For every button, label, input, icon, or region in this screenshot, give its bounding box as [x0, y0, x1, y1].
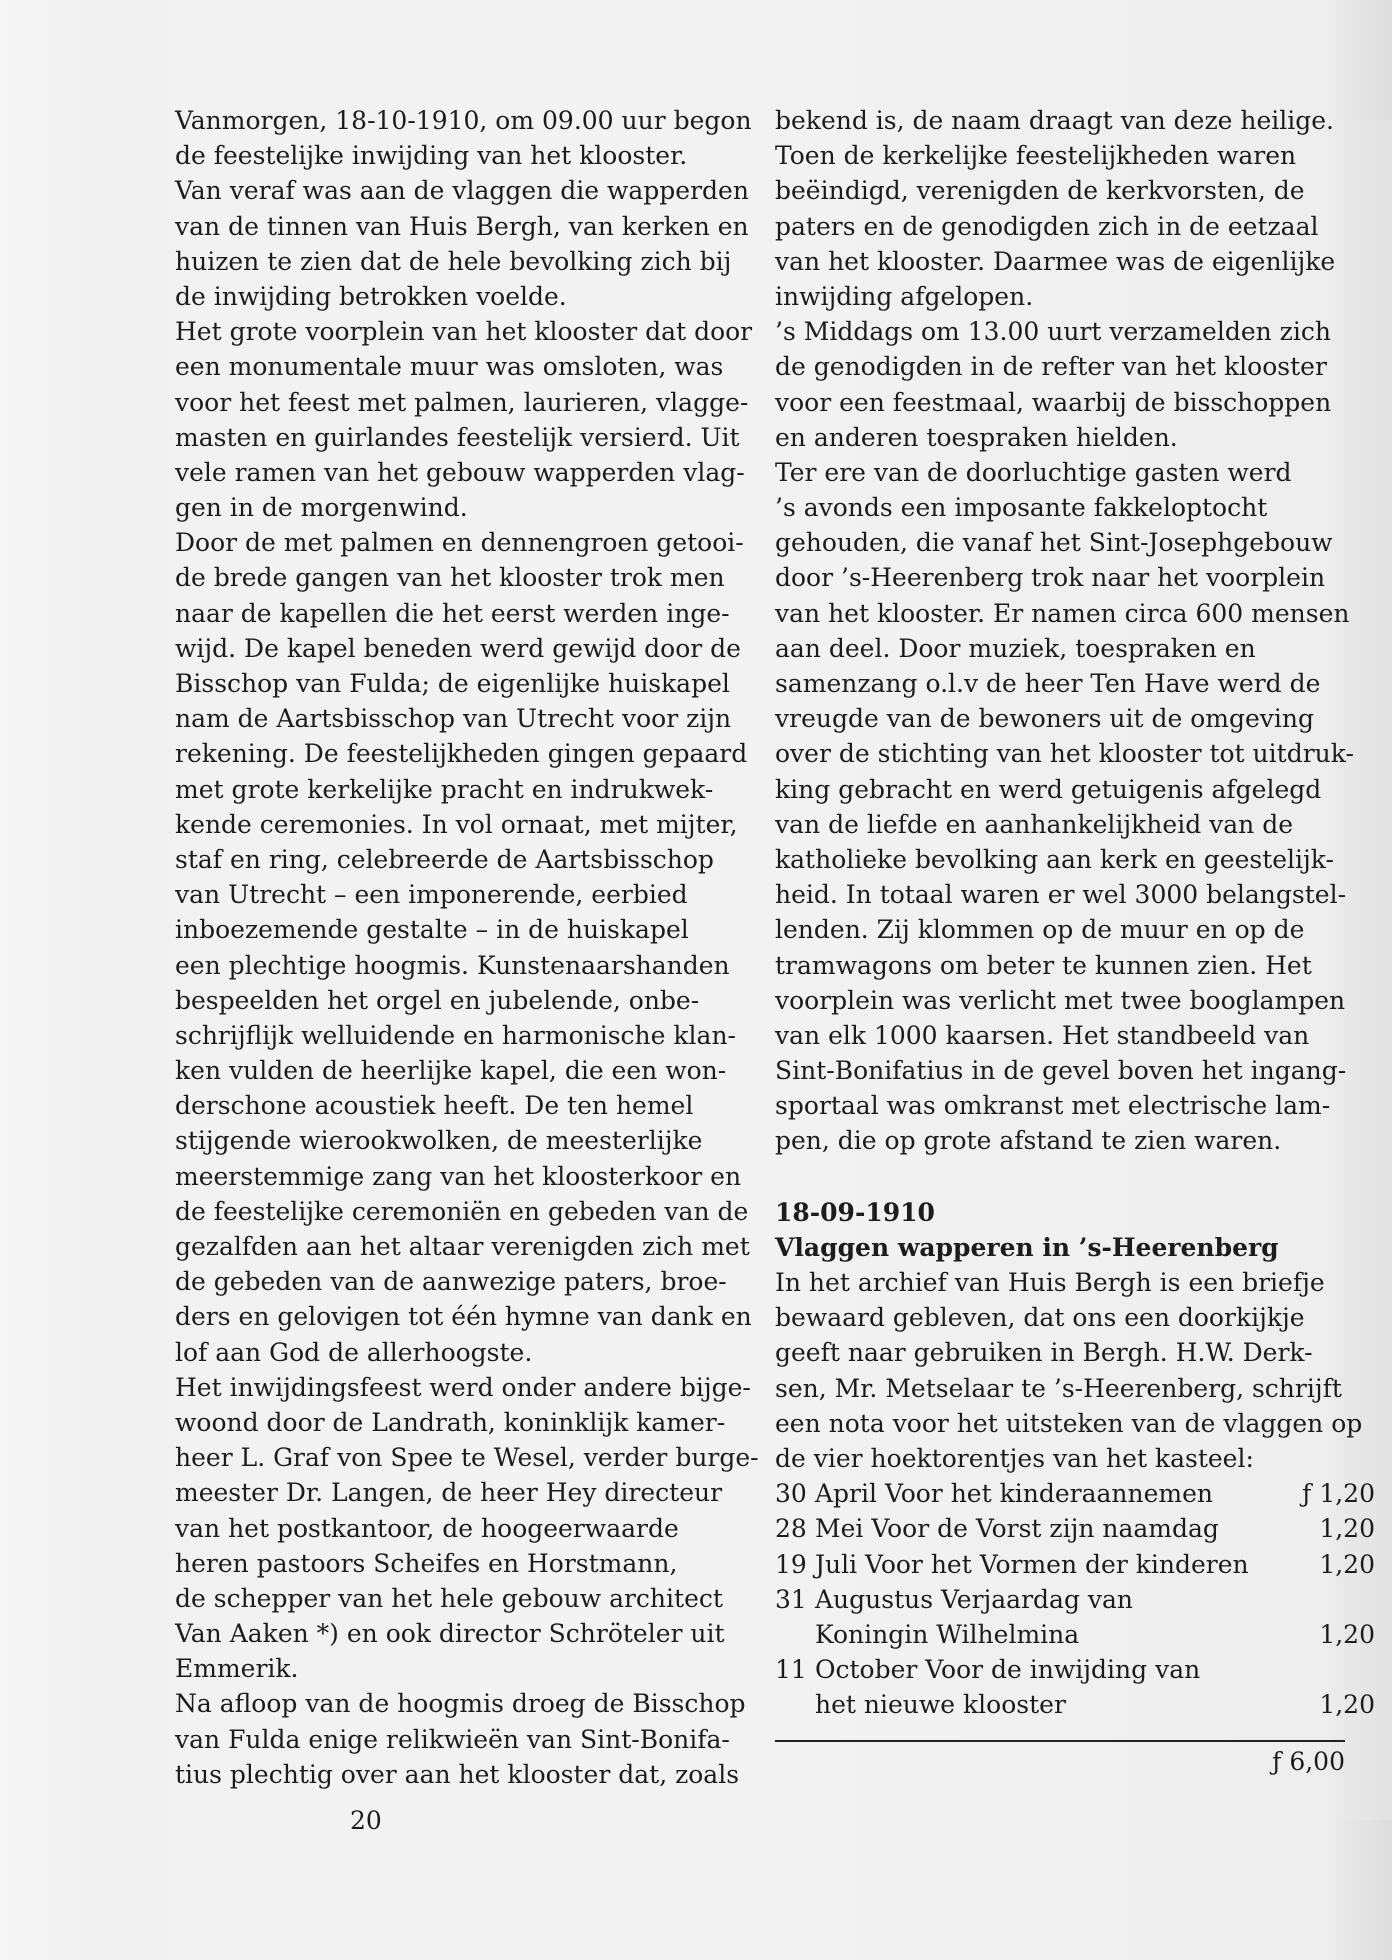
body-text-line: ken vulden de heerlijke kapel, die een won-	[175, 1056, 727, 1086]
body-text-line: de brede gangen van het klooster trok men	[175, 563, 725, 593]
body-text-line: inwijding afgelopen.	[775, 281, 1034, 311]
ledger-description: Juli Voor het Vormen der kinderen	[815, 1549, 1249, 1579]
body-text-line: lenden. Zij klommen op de muur en op de	[775, 915, 1305, 945]
ledger-row	[775, 1687, 1375, 1722]
section-heading: Vlaggen wapperen in ’s-Heerenberg	[775, 1232, 1279, 1262]
ledger-day: 31	[775, 1584, 807, 1614]
body-text-line: naar de kapellen die het eerst werden inge-	[175, 598, 730, 628]
right-paragraphs	[775, 103, 1375, 1159]
body-text-line: voor een feestmaal, waarbij de bisschoppen	[775, 387, 1332, 417]
right-text-column	[775, 103, 1375, 1780]
body-text-line: meester Dr. Langen, de heer Hey directeur	[175, 1478, 723, 1508]
section-text-line: geeft naar gebruiken in Bergh. H.W. Derk-	[775, 1338, 1313, 1368]
section-body	[775, 1265, 1375, 1476]
body-text-line: van het postkantoor, de hoogeerwaarde	[175, 1513, 679, 1543]
ledger-description: Augustus Verjaardag van	[815, 1584, 1134, 1614]
body-text-line: beëindigd, verenigden de kerkvorsten, de	[775, 176, 1305, 206]
section-date: 18-09-1910	[775, 1197, 935, 1227]
body-text-line: de gebeden van de aanwezige paters, broe-	[175, 1267, 727, 1297]
body-text-line: heid. In totaal waren er wel 3000 belangstel-	[775, 880, 1347, 910]
body-text-line: staf en ring, celebreerde de Aartsbisschop	[175, 844, 714, 874]
body-text-line: met grote kerkelijke pracht en indrukwek-	[175, 774, 714, 804]
body-text-line: vreugde van de bewoners uit de omgeving	[775, 704, 1315, 734]
ledger-description: het nieuwe klooster	[815, 1690, 1066, 1720]
ledger-amount: ƒ 1,20	[1302, 1479, 1375, 1509]
body-text-line: Toen de kerkelijke feestelijkheden waren	[775, 141, 1297, 171]
body-text-line: en anderen toespraken hielden.	[775, 422, 1178, 452]
body-text-line: bekend is, de naam draagt van deze heilige.	[775, 106, 1334, 135]
body-text-line: de feestelijke ceremoniën en gebeden van de	[175, 1196, 749, 1226]
left-text-column	[175, 103, 759, 1792]
body-text-line: voorplein was verlicht met twee booglampen	[775, 985, 1346, 1015]
body-text-line: de schepper van het hele gebouw architect	[175, 1583, 723, 1613]
section-text-line: bewaard gebleven, dat ons een doorkijkje	[775, 1303, 1305, 1333]
ledger-amount	[1275, 1582, 1375, 1617]
body-text-line: schrijflijk welluidende en harmonische klan-	[175, 1020, 736, 1050]
body-text-line: Bisschop van Fulda; de eigenlijke huiskapel	[175, 669, 730, 698]
ledger-description: Mei Voor de Vorst zijn naamdag	[815, 1514, 1219, 1544]
body-text-line: meerstemmige zang van het kloosterkoor en	[175, 1161, 742, 1191]
body-text-line: voor het feest met palmen, laurieren, vlagge-	[175, 387, 749, 417]
ledger-description: October Voor de inwijding van	[815, 1655, 1201, 1685]
body-text-line: Sint-Bonifatius in de gevel boven het ingang-	[775, 1056, 1347, 1086]
ledger-total: ƒ 6,00	[1272, 1747, 1345, 1777]
body-text-line: ’s avonds een imposante fakkeloptocht	[775, 493, 1268, 523]
body-text-line: van het klooster. Er namen circa 600 mensen	[775, 598, 1350, 628]
body-text-line: de genodigden in de refter van het klooster	[775, 352, 1327, 382]
body-text-line: Het inwijdingsfeest werd onder andere bijge-	[175, 1372, 751, 1402]
section-text-line: de vier hoektorentjes van het kasteel:	[775, 1443, 1254, 1473]
body-text-line: katholieke bevolking aan kerk en geestelijk-	[775, 844, 1334, 874]
body-text-line: gehouden, die vanaf het Sint-Josephgebouw	[775, 528, 1333, 558]
body-text-line: paters en de genodigden zich in de eetzaal	[775, 211, 1319, 241]
body-text-line: van de liefde en aanhankelijkheid van de	[775, 809, 1294, 839]
body-text-line: Het grote voorplein van het klooster dat door	[175, 317, 753, 347]
body-text-line: een plechtige hoogmis. Kunstenaarshanden	[175, 950, 730, 980]
body-text-line: een monumentale muur was omsloten, was	[175, 352, 724, 382]
body-text-line: huizen te zien dat de hele bevolking zich bij	[175, 246, 732, 276]
body-text-line: gen in de morgenwind.	[175, 493, 468, 523]
body-text-line: samenzang o.l.v de heer Ten Have werd de	[775, 669, 1321, 698]
body-text-line: aan deel. Door muziek, toespraken en	[775, 633, 1256, 663]
body-text-line: stijgende wierookwolken, de meesterlijke	[175, 1126, 703, 1156]
body-text-line: derschone acoustiek heeft. De ten hemel	[175, 1091, 694, 1121]
body-text-line: van elk 1000 kaarsen. Het standbeeld van	[775, 1020, 1310, 1050]
body-text-line: woond door de Landrath, koninklijk kamer-	[175, 1407, 726, 1437]
ledger-day: 19	[775, 1549, 807, 1579]
page-number: 20	[350, 1806, 382, 1835]
ledger-row	[775, 1476, 1375, 1511]
body-text-line: rekening. De feestelijkheden gingen gepaard	[175, 739, 748, 769]
body-text-line: gezalfden aan het altaar verenigden zich met	[175, 1232, 750, 1261]
body-text-line: pen, die op grote afstand te zien waren.	[775, 1126, 1282, 1156]
body-text-line: tramwagons om beter te kunnen zien. Het	[775, 950, 1312, 980]
section-spacer	[775, 1159, 1375, 1195]
body-text-line: van Fulda enige relikwieën van Sint-Bonifa-	[175, 1724, 730, 1754]
body-text-line: van Utrecht – een imponerende, eerbied	[175, 880, 688, 910]
body-text-line: Van Aaken *) en ook director Schröteler uit	[175, 1619, 725, 1649]
body-text-line: Van veraf was aan de vlaggen die wapperden	[175, 176, 749, 206]
body-text-line: de feestelijke inwijding van het klooster.	[175, 141, 688, 171]
ledger-description: April Voor het kinderaannemen	[815, 1479, 1213, 1509]
ledger-amount: 1,20	[1319, 1549, 1375, 1579]
ledger-day	[775, 1617, 815, 1652]
section-text-line: In het archief van Huis Bergh is een briefje	[775, 1268, 1325, 1297]
body-text-line: de inwijding betrokken voelde.	[175, 281, 567, 311]
section-text-line: sen, Mr. Metselaar te ’s-Heerenberg, schrijft	[775, 1373, 1342, 1403]
body-text-line: bespeelden het orgel en jubelende, onbe-	[175, 985, 700, 1015]
body-text-line: king gebracht en werd getuigenis afgelegd	[775, 774, 1322, 804]
body-text-line: wijd. De kapel beneden werd gewijd door de	[175, 633, 741, 663]
body-text-line: tius plechtig over aan het klooster dat, zoals	[175, 1759, 740, 1789]
body-text-line: door ’s-Heerenberg trok naar het voorplein	[775, 563, 1326, 593]
ledger-day	[775, 1687, 815, 1722]
ledger-day: 30	[775, 1479, 807, 1509]
body-text-line: heren pastoors Scheifes en Horstmann,	[175, 1548, 678, 1578]
body-text-line: kende ceremonies. In vol ornaat, met mijter,	[175, 809, 738, 839]
ledger-row	[775, 1617, 1375, 1652]
body-text-line: inboezemende gestalte – in de huiskapel	[175, 915, 689, 945]
section-text-line: een nota voor het uitsteken van de vlaggen op	[775, 1408, 1363, 1438]
body-text-line: nam de Aartsbisschop van Utrecht voor zijn	[175, 704, 732, 734]
ledger-row	[775, 1547, 1375, 1582]
expense-ledger	[775, 1476, 1375, 1722]
ledger-row	[775, 1652, 1375, 1687]
body-text-line: sportaal was omkranst met electrische lam-	[775, 1091, 1331, 1121]
ledger-description: Koningin Wilhelmina	[815, 1619, 1080, 1649]
body-text-line: van het klooster. Daarmee was de eigenlijke	[775, 246, 1336, 276]
ledger-day: 11	[775, 1655, 807, 1685]
ledger-total-rule	[775, 1740, 1345, 1742]
ledger-amount	[1275, 1652, 1375, 1687]
body-text-line: Na afloop van de hoogmis droeg de Bisschop	[175, 1689, 746, 1719]
body-text-line: ders en gelovigen tot één hymne van dank en	[175, 1302, 752, 1332]
body-text-line: over de stichting van het klooster tot uitdruk-	[775, 739, 1354, 769]
body-text-line: Door de met palmen en dennengroen getooi-	[175, 528, 744, 558]
body-text-line: Emmerik.	[175, 1654, 299, 1684]
body-text-line: Ter ere van de doorluchtige gasten werd	[775, 457, 1292, 487]
body-text-line: masten en guirlandes feestelijk versierd. Uit	[175, 422, 740, 452]
body-text-line: ’s Middags om 13.00 uurt verzamelden zich	[775, 317, 1331, 347]
ledger-day: 28	[775, 1514, 807, 1544]
body-text-line: lof aan God de allerhoogste.	[175, 1337, 533, 1367]
ledger-amount: 1,20	[1319, 1514, 1375, 1544]
ledger-row	[775, 1582, 1375, 1617]
body-text-line: vele ramen van het gebouw wapperden vlag-	[175, 457, 745, 487]
body-text-line: van de tinnen van Huis Bergh, van kerken en	[175, 211, 749, 241]
body-text-line: Vanmorgen, 18-10-1910, om 09.00 uur begon	[175, 106, 752, 135]
ledger-amount: 1,20	[1319, 1619, 1375, 1649]
body-text-line: heer L. Graf von Spee te Wesel, verder burge-	[175, 1443, 759, 1473]
ledger-amount: 1,20	[1319, 1690, 1375, 1720]
ledger-row	[775, 1511, 1375, 1546]
